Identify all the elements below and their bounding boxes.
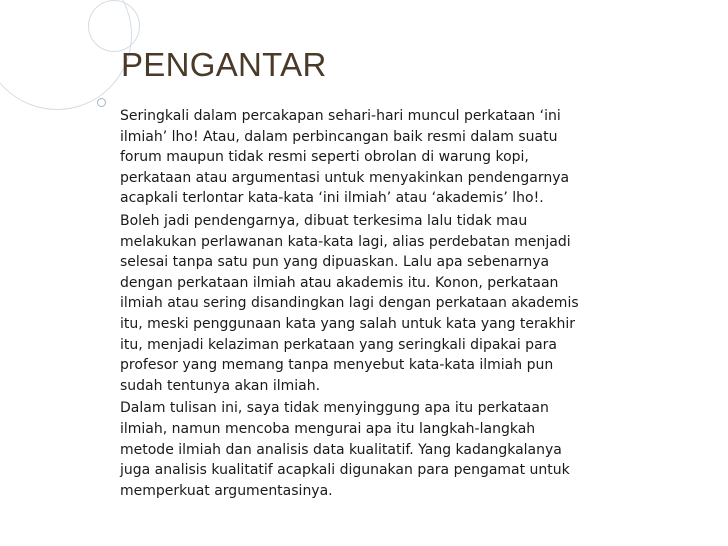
slide-title: PENGANTAR [121,46,327,83]
bullet-dot-icon [97,98,106,107]
paragraph-line: ilmiah, namun mencoba mengurai apa itu langkah-langkah [120,420,536,437]
paragraph-2 [120,211,665,396]
paragraph-line: ilmiah atau sering disandingkan lagi dengan perkataan akademis [120,295,579,312]
paragraph-line: Dalam tulisan ini, saya tidak menyinggung apa itu perkataan [120,400,549,417]
slide-body [120,106,665,503]
paragraph-line: selesai tanpa satu pun yang dipuaskan. Lalu apa sebenarnya [120,254,550,271]
paragraph-3 [120,398,665,501]
paragraph-line: profesor yang memang tanpa menyebut kata-kata ilmiah pun [120,357,554,374]
paragraph-1 [120,106,665,209]
paragraph-line: itu, menjadi kelaziman perkataan yang seringkali dipakai para [120,336,557,353]
paragraph-line: Boleh jadi pendengarnya, dibuat terkesima lalu tidak mau [120,212,528,229]
paragraph-line: ilmiah’ lho! Atau, dalam perbincangan baik resmi dalam suatu [120,128,558,145]
paragraph-line: metode ilmiah dan analisis data kualitatif. Yang kadangkalanya [120,441,562,458]
decorative-circle-small [88,0,140,52]
paragraph-line: juga analisis kualitatif acapkali digunakan para pengamat untuk [120,462,570,479]
paragraph-line: perkataan atau argumentasi untuk menyakinkan pendengarnya [120,169,570,186]
paragraph-line: memperkuat argumentasinya. [120,482,333,499]
paragraph-line: sudah tentunya akan ilmiah. [120,377,321,394]
paragraph-line: forum maupun tidak resmi seperti obrolan di warung kopi, [120,149,529,166]
paragraph-line: melakukan perlawanan kata-kata lagi, alias perdebatan menjadi [120,233,571,250]
paragraph-line: Seringkali dalam percakapan sehari-hari muncul perkataan ‘ini [120,108,561,124]
paragraph-line: itu, meski penggunaan kata yang salah untuk kata yang terakhir [120,315,575,332]
paragraph-line: acapkali terlontar kata-kata ‘ini ilmiah’ atau ‘akademis’ lho!. [120,190,544,207]
paragraph-line: dengan perkataan ilmiah atau akademis itu. Konon, perkataan [120,274,559,291]
